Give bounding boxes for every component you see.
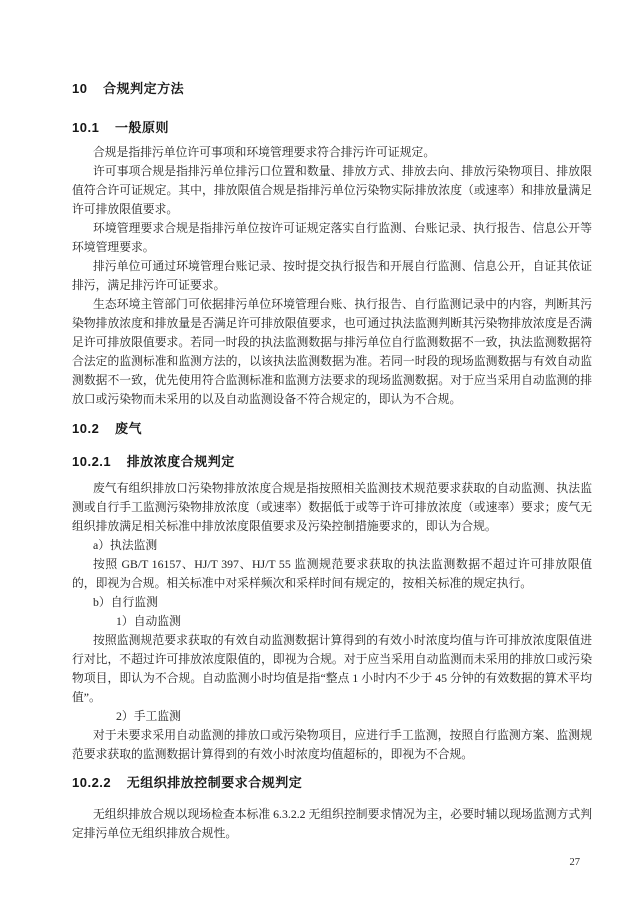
heading-number: 10.2.2: [72, 775, 112, 790]
section-heading-10-1: [72, 119, 592, 136]
section-heading-10-2-1: [72, 453, 592, 470]
list-item-a-enforcement-monitoring: a）执法监测: [93, 538, 158, 552]
page-number: 27: [569, 857, 580, 868]
heading-number: 10.2.1: [72, 454, 112, 469]
section-heading-10-2: [72, 420, 592, 437]
paragraph-authority-judgment: 生态环境主管部门可依据排污单位环境管理台账、执行报告、自行监测记录中的内容，判断其污染物排放浓度和排放量是否满足许可排放限值要求，也可通过执法监测判断其污染物排放浓度是否满足许可排放限值要求。若同一时段的执法监测数据与排污单位自行监测数据不一致，执法监测数据符合法定的监测标准和监测方法的，以该执法监测数据为准。若同一时段的现场监测数据与有效自动监测数据不一致，优先使用符合监测标准和监测方法要求的现场监测数据。对于应当采用自动监测的排放口或污染物而未采用的以及自动监测设备不符合规定的，即认为不合规。: [72, 297, 592, 406]
paragraph-self-certification: 排污单位可通过环境管理台账记录、按时提交执行报告和开展自行监测、信息公开，自证其依证排污，满足排污许可证要求。: [72, 259, 592, 292]
paragraph-manual-monitoring: 对于未要求采用自动监测的排放口或污染物项目，应进行手工监测，按照自行监测方案、监测规范要求获取的监测数据计算得到的有效小时浓度均值超标的，即视为不合规。: [72, 728, 592, 761]
heading-title: 无组织排放控制要求合规判定: [126, 775, 303, 790]
heading-title: 排放浓度合规判定: [126, 454, 235, 469]
heading-number: 10.1: [72, 120, 100, 135]
paragraph-waste-gas-concentration: 废气有组织排放口污染物排放浓度合规是指按照相关监测技术规范要求获取的自动监测、执法监测或自行手工监测污染物排放浓度（或速率）数据低于或等于许可排放浓度（或速率）要求；废气无组织排放满足相关标准中排放浓度限值要求及污染控制措施要求的，即认为合规。: [72, 481, 592, 533]
heading-title: 合规判定方法: [103, 81, 185, 96]
paragraph-auto-monitoring: 按照监测规范要求获取的有效自动监测数据计算得到的有效小时浓度均值与许可排放浓度限值进行对比，不超过许可排放浓度限值的，即视为合规。对于应当采用自动监测而未采用的排放口或污染物项目，即认为不合规。自动监测小时均值是指“整点 1 小时内不少于 45 分钟的有效数据的算术平均值”。: [72, 633, 592, 704]
section-heading-10-2-2: [72, 774, 592, 791]
paragraph-enforcement-monitoring: 按照 GB/T 16157、HJ/T 397、HJ/T 55 监测规范要求获取的执法监测数据不超过许可排放限值的，即视为合规。相关标准中对采样频次和采样时间有规定的，按相关标准的规定执行。: [72, 557, 592, 590]
section-heading-10: [72, 80, 592, 97]
paragraph-fugitive-emission: 无组织排放合规以现场检查本标准 6.3.2.2 无组织控制要求情况为主，必要时辅以现场监测方式判定排污单位无组织排放合规性。: [72, 807, 592, 840]
heading-number: 10: [72, 81, 88, 96]
list-item-2-manual-monitoring: 2）手工监测: [116, 709, 181, 723]
heading-title: 废气: [114, 421, 142, 436]
list-item-1-auto-monitoring: 1）自动监测: [116, 614, 181, 628]
heading-number: 10.2: [72, 421, 100, 436]
paragraph-permit-items-compliance: 许可事项合规是指排污单位排污口位置和数量、排放方式、排放去向、排放污染物项目、排放限值符合许可证规定。其中，排放限值合规是指排污单位污染物实际排放浓度（或速率）和排放量满足许可排放限值要求。: [72, 164, 592, 216]
heading-title: 一般原则: [114, 120, 169, 135]
paragraph-compliance-definition: 合规是指排污单位许可事项和环境管理要求符合排污许可证规定。: [93, 145, 436, 159]
paragraph-env-management-compliance: 环境管理要求合规是指排污单位按许可证规定落实自行监测、台账记录、执行报告、信息公开等环境管理要求。: [72, 221, 592, 254]
list-item-b-self-monitoring: b）自行监测: [93, 595, 158, 609]
